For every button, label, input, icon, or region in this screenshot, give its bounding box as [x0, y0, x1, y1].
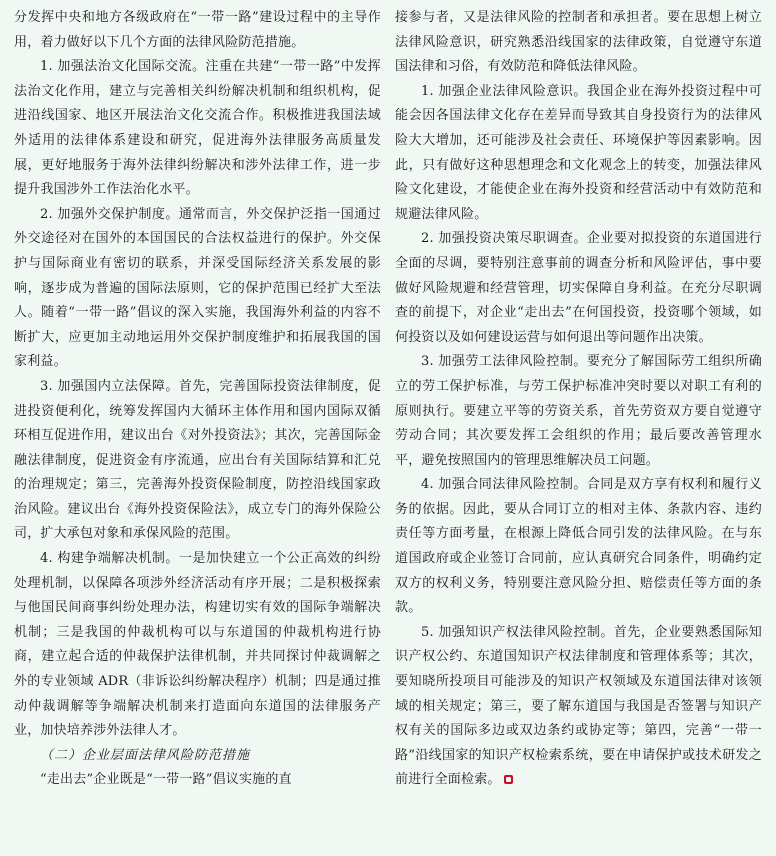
paragraph-contract-risk: 4. 加强合同法律风险控制。合同是双方享有权利和履行义务的依据。因此，要从合同订立的相对主体、条款内容、违约责任等方面考量，在根源上降低合同引发的法律风险。在与东道国政府或企业签订合同前，应认真研究合同条件，明确约定双方的权利义务，特别要注意风险分担、赔偿责任等方面的条款。 [395, 477, 762, 616]
paragraph-dispute-resolution: 4. 构建争端解决机制。一是加快建立一个公正高效的纠纷处理机制，以保障各项涉外经济活动有序开展；二是积极探索与他国民间商事纠纷处理办法，构建切实有效的国际争端解决机制；三是我国的仲裁机构可以与东道国的仲裁机构进行协商，建立起合适的仲裁保护法律机制，并共同探讨仲裁调解之外的专业领域 ADR（非诉讼纠纷解决程序）机制；四是通过推动仲裁调解等争端解决机制来打造面向东道国的法律服务产业，加快培养涉外法律人才。 [14, 551, 381, 739]
paragraph-intro-continued: 分发挥中央和地方各级政府在“一带一路”建设过程中的主导作用，着力做好以下几个方面的法律风险防范措施。 [14, 10, 381, 50]
paragraph-enterprise-intro: “走出去”企业既是“一带一路”倡议实施的直 [40, 772, 292, 788]
right-column [395, 6, 762, 856]
ip-risk-text: 5. 加强知识产权法律风险控制。首先，企业要熟悉国际知识产权公约、东道国知识产权法律制度和管理体系等；其次，要知晓所投项目可能涉及的知识产权领域及东道国法律对该领域的相关规定；第三，要了解东道国与我国是否签署与知识产权有关的国际多边或双边条约或协定等；第四，完善“一带一路”沿线国家的知识产权检索系统，要在申请保护或技术研发之前进行全面检索。 [395, 624, 762, 788]
paragraph-due-diligence: 2. 加强投资决策尽职调查。企业要对拟投资的东道国进行全面的尽调，要特别注意事前的调查分析和风险评估，事中要做好风险规避和经营管理，切实保障自身利益。在充分尽职调查的前提下，对企业“走出去”在何国投资，投资哪个领域，如何投资以及如何建设运营与如何退出等问题作出决策。 [395, 231, 762, 345]
paragraph-risk-awareness: 1. 加强企业法律风险意识。我国企业在海外投资过程中可能会因各国法律文化存在差异而导致其自身投资行为的法律风险大大增加，还可能涉及社会责任、环境保护等因素影响。因此，只有做好这种思想理念和文化观念上的转变，加强法律风险文化建设，才能使企业在海外投资和经营活动中有效防范和规避法律风险。 [395, 83, 762, 222]
end-of-article-icon [504, 775, 513, 784]
paragraph-labor-risk: 3. 加强劳工法律风险控制。要充分了解国际劳工组织所确立的劳工保护标准，与劳工保护标准冲突时要以对职工有利的原则执行。要建立平等的劳资关系，首先劳资双方要自觉遵守劳动合同；其次要发挥工会组织的作用；最后要改善管理水平，避免按照国内的管理思维解决员工问题。 [395, 354, 762, 468]
left-column [14, 6, 381, 856]
paragraph-rule-of-law-exchange: 1. 加强法治文化国际交流。注重在共建“一带一路”中发挥法治文化作用，建立与完善相关纠纷解决机制和组织机构，促进沿线国家、地区开展法治文化交流合作。积极推进我国法域外适用的法律体系建设和研究，促进海外法律服务高质量发展，更好地服务于海外法律纠纷解决和涉外法律工作，进一步提升我国涉外工作法治化水平。 [14, 59, 381, 198]
paragraph-enterprise-intro-continued: 接参与者，又是法律风险的控制者和承担者。要在思想上树立法律风险意识，研究熟悉沿线国家的法律政策，自觉遵守东道国法律和习俗，有效防范和降低法律风险。 [395, 10, 762, 75]
section-heading-enterprise: （二）企业层面法律风险防范措施 [40, 747, 251, 763]
paragraph-domestic-legislation: 3. 加强国内立法保障。首先，完善国际投资法律制度，促进投资便利化，统筹发挥国内大循环主体作用和国内国际双循环相互促进作用，建议出台《对外投资法》；其次，完善国际金融法律制度，促进资金有序流通，应出台有关国际结算和汇兑的治理规定；第三，完善海外投资保险制度，防控沿线国家政治风险。建议出台《海外投资保险法》，成立专门的海外保险公司，扩大承包对象和承保风险的范围。 [14, 378, 381, 542]
paragraph-ip-risk [395, 621, 762, 793]
paragraph-diplomatic-protection: 2. 加强外交保护制度。通常而言，外交保护泛指一国通过外交途径对在国外的本国国民的合法权益进行的保护。外交保护与国际商业有密切的联系，并深受国际经济关系发展的影响，逐步成为普遍的国际法原则，它的保护范围已经扩大至法人。随着“一带一路”倡议的深入实施，我国海外利益的内容不断扩大，应更加主动地运用外交保护制度维护和拓展我国的国家利益。 [14, 206, 381, 370]
